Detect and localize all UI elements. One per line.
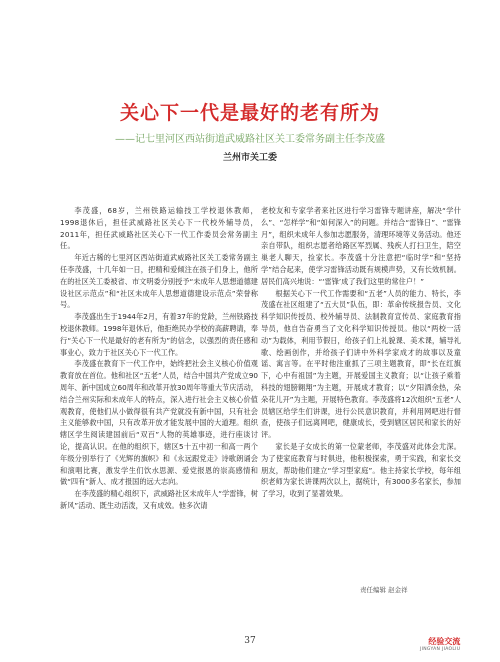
left-column [60,205,258,512]
body-paragraph: 年近古稀的七里河区西站街道武威路社区关工委常务副主任李茂盛，十几年如一日，把精和爱倾注在孩子们身上，他所在的社区关工委被省、市文明委分别授予“未成年人思想道德建设社区示范点”和“社区未成年人思想道德建设示范点”荣誉称号。 [60,253,258,310]
body-paragraph: 家长是子女成长的第一位蒙老师，李茂盛对此体会尤深。为了使家庭教育与时俱进，他积极探索，勇于实践，和家长交朋友，帮助他们建立“学习型家庭”。他主持家长学校，每年组织老师为家长讲课两次以上，据统计，有3000多名家长，参加了学习，收到了显著效果。 [261,441,461,499]
right-column [261,205,461,500]
editor-credit: 责任编辑 赵金祥 [360,586,408,594]
body-paragraph: 李茂盛在教育下一代工作中，始终把社会主义核心价值观教育放在首位。他和社区“五老”人员，结合中国共产党成立90周年、新中国成立60周年和改革开放30周年等重大节庆活动，结合兰州实际和未成年人的特点，深入进行社会主义核心价值观教育，使他们从小做得很有共产党就没有新中国，只有社会主义能够救中国，只有改革开放才能发展中国的大道理。组织辖区学生阅读建国前后“双百”人物的英雄事迹，进行座谈讨论，提高认识。在他的组织下，辖区5十五中初一和高一两个年级分别举行了《光辉的旗帜》和《永远跟党走》诗歌朗诵会和演唱比赛，激发学生们饮水思源、爱党报恩的崇高感情和做“四有”新人、成才报国的远大志向。 [60,359,258,487]
intro-paragraph: 李茂盛，68岁，兰州铁路运输技工学校退休教师，1998退休后，担任武威路社区关心下一代校外辅导员，2011年，担任武威路社区关心下一代工作委员会常务副主任。 [60,206,258,251]
page-number: 37 [244,636,256,646]
body-paragraph: 在李茂盛的精心组织下，武威路社区未成年人“学雷锋，树新风”活动、既生动活泼，又有成效。他多次请 [60,489,258,510]
article-title: 关心下一代是最好的老有所为 [119,102,380,124]
magazine-section-name: 经验交流 [428,637,461,646]
body-paragraph: 老校友和专家学者来社区进行学习雷锋专题讲座，解决“学什么”、“怎样学”和“如何深入”的问题。并结合“雷锋日”、“雷锋月”，组织未成年人参加志愿服务，清理环境等义务活动。他还亲自带队，组织志愿者给路区军烈属、残疾人打扫卫生，陪空巢老人聊天，捡家长。李茂盛十分注意把“临时学”和“坚持学”结合起来，使学习雷锋活动既有规模声势，又有长效机制。居民们高兴地说：“‘雷锋’成了我们这里的常住户！” [261,206,461,286]
article-byline: 兰州市关工委 [222,153,277,163]
magazine-section-pinyin: JINGYAN JIAOLIU [420,647,461,652]
article-subtitle: ——记七里河区西站街道武威路社区关工委常务副主任李茂盛 [115,134,385,145]
body-paragraph: 李茂盛出生于1944年2月，有着37年的党龄，兰州铁路技校退休教师。1998年退休后，他拒绝民办学校的高薪聘请，奉行“关心下一代是最好的老有所为”的信念，以强烈的责任感和事业心，致力于社区关心下一代工作。 [60,312,258,357]
body-paragraph: 根据关心下一代工作需要和“五老”人员的能力、特长，李茂盛在社区组建了“五大员”队伍，即：革命传统报告员、文化科学知识传授员、校外辅导员、法制教育宣传员、家庭教育指导员，他自告奋勇当了文化科学知识传授员。他以“两校一活动”为载体，利用节假日，给孩子们上礼貌课、美术课，辅导礼歌、绘画创作，并给孩子们讲中外科学家成才的故事以及童谣、寓言等。在平时他注重抓了三项主题教育，即“长在红旗下，心中有祖国”为主题，开展爱国主义教育；以“让孩子乘着科技的翅膀翱翔”为主题，开展成才教育；以“夕阳洒余热，朵朵花儿开”为主题，开展特色教育。李茂盛将12次组织“五老”人员辖区给学生们讲课，进行公民意识教育，并利用网吧进行督查，使孩子们远离网吧，健康成长，受到辖区居民和家长的好评。 [261,288,462,440]
magazine-section-mark [420,636,460,652]
